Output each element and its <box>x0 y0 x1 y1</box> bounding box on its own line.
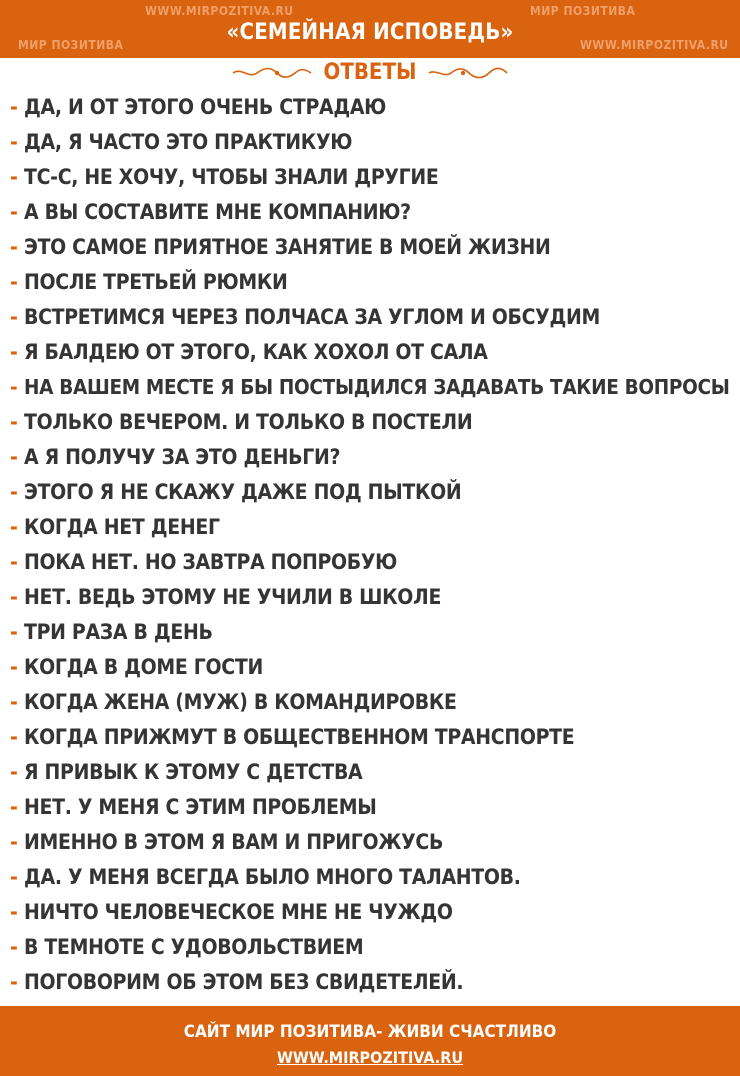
bullet-dash: - <box>10 340 18 364</box>
watermark-top-left: WWW.MIRPOZITIVA.RU <box>145 4 294 18</box>
answer-item <box>10 965 735 1000</box>
answer-item <box>10 580 735 615</box>
answer-text: А ВЫ СОСТАВИТЕ МНЕ КОМПАНИЮ? <box>24 200 411 224</box>
answer-text: ДА, И ОТ ЭТОГО ОЧЕНЬ СТРАДАЮ <box>24 95 387 119</box>
answer-text: ПОКА НЕТ. НО ЗАВТРА ПОПРОБУЮ <box>24 550 398 574</box>
right-flourish-icon <box>427 66 509 80</box>
answer-item <box>10 650 735 685</box>
answer-text: КОГДА НЕТ ДЕНЕГ <box>24 515 220 539</box>
answer-text: Я ПРИВЫК К ЭТОМУ С ДЕТСТВА <box>24 760 363 784</box>
answer-text: ДА, Я ЧАСТО ЭТО ПРАКТИКУЮ <box>24 130 353 154</box>
answer-item <box>10 545 735 580</box>
watermark-top-right: МИР ПОЗИТИВА <box>530 4 636 18</box>
answer-text: ЭТОГО Я НЕ СКАЖУ ДАЖЕ ПОД ПЫТКОЙ <box>24 480 462 504</box>
answer-item <box>10 125 735 160</box>
answer-item <box>10 370 735 405</box>
answer-text: ПОСЛЕ ТРЕТЬЕЙ РЮМКИ <box>24 270 288 294</box>
answer-item <box>10 930 735 965</box>
answer-text: ТРИ РАЗА В ДЕНЬ <box>24 620 213 644</box>
answer-item <box>10 300 735 335</box>
bullet-dash: - <box>10 235 18 259</box>
answer-text: НЕТ. У МЕНЯ С ЭТИМ ПРОБЛЕМЫ <box>24 795 377 819</box>
bullet-dash: - <box>10 200 18 224</box>
answer-text: ВСТРЕТИМСЯ ЧЕРЕЗ ПОЛЧАСА ЗА УГЛОМ И ОБСУДИМ <box>24 305 600 329</box>
answer-item <box>10 440 735 475</box>
bullet-dash: - <box>10 865 18 889</box>
bullet-dash: - <box>10 585 18 609</box>
answers-list <box>10 90 735 1000</box>
answer-text: КОГДА ЖЕНА (МУЖ) В КОМАНДИРОВКЕ <box>24 690 457 714</box>
answer-item <box>10 720 735 755</box>
bullet-dash: - <box>10 270 18 294</box>
bullet-dash: - <box>10 130 18 154</box>
bullet-dash: - <box>10 445 18 469</box>
bullet-dash: - <box>10 95 18 119</box>
answer-item <box>10 685 735 720</box>
bullet-dash: - <box>10 515 18 539</box>
answer-item <box>10 615 735 650</box>
bullet-dash: - <box>10 480 18 504</box>
bullet-dash: - <box>10 375 18 399</box>
answer-item <box>10 510 735 545</box>
answer-item <box>10 230 735 265</box>
bullet-dash: - <box>10 970 18 994</box>
footer-slogan: САЙТ МИР ПОЗИТИВА- ЖИВИ СЧАСТЛИВО <box>183 1022 557 1042</box>
answer-item <box>10 160 735 195</box>
section-title: ОТВЕТЫ <box>323 60 417 85</box>
bullet-dash: - <box>10 725 18 749</box>
answer-text: ИМЕННО В ЭТОМ Я ВАМ И ПРИГОЖУСЬ <box>24 830 444 854</box>
bullet-dash: - <box>10 550 18 574</box>
answer-item <box>10 405 735 440</box>
section-heading <box>0 60 740 85</box>
answer-item <box>10 755 735 790</box>
bullet-dash: - <box>10 830 18 854</box>
answer-item <box>10 825 735 860</box>
answer-item <box>10 90 735 125</box>
bullet-dash: - <box>10 655 18 679</box>
answer-item <box>10 860 735 895</box>
answer-text: ПОГОВОРИМ ОБ ЭТОМ БЕЗ СВИДЕТЕЛЕЙ. <box>24 970 464 994</box>
answer-text: ТС-С, НЕ ХОЧУ, ЧТОБЫ ЗНАЛИ ДРУГИЕ <box>24 165 439 189</box>
answer-item <box>10 195 735 230</box>
answer-text: ДА. У МЕНЯ ВСЕГДА БЫЛО МНОГО ТАЛАНТОВ. <box>24 865 521 889</box>
answer-item <box>10 265 735 300</box>
footer-url-link[interactable]: WWW.MIRPOZITIVA.RU <box>276 1048 464 1067</box>
bullet-dash: - <box>10 760 18 784</box>
answer-text: КОГДА В ДОМЕ ГОСТИ <box>24 655 263 679</box>
answer-text: Я БАЛДЕЮ ОТ ЭТОГО, КАК ХОХОЛ ОТ САЛА <box>24 340 488 364</box>
answer-item <box>10 895 735 930</box>
watermark-bottom-right: WWW.MIRPOZITIVA.RU <box>580 38 729 52</box>
left-flourish-icon <box>231 66 313 80</box>
answer-text: НА ВАШЕМ МЕСТЕ Я БЫ ПОСТЫДИЛСЯ ЗАДАВАТЬ ТАКИЕ ВОПРОСЫ <box>24 375 730 399</box>
answer-text: А Я ПОЛУЧУ ЗА ЭТО ДЕНЬГИ? <box>24 445 341 469</box>
answer-text: НЕТ. ВЕДЬ ЭТОМУ НЕ УЧИЛИ В ШКОЛЕ <box>24 585 442 609</box>
bullet-dash: - <box>10 305 18 329</box>
answer-text: ЭТО САМОЕ ПРИЯТНОЕ ЗАНЯТИЕ В МОЕЙ ЖИЗНИ <box>24 235 551 259</box>
bullet-dash: - <box>10 935 18 959</box>
watermark-bottom-left: МИР ПОЗИТИВА <box>18 38 124 52</box>
answer-text: НИЧТО ЧЕЛОВЕЧЕСКОЕ МНЕ НЕ ЧУЖДО <box>24 900 453 924</box>
answer-item <box>10 790 735 825</box>
bullet-dash: - <box>10 690 18 714</box>
answer-item <box>10 335 735 370</box>
footer-banner <box>0 1006 740 1076</box>
page-title: «СЕМЕЙНАЯ ИСПОВЕДЬ» <box>226 20 514 45</box>
bullet-dash: - <box>10 900 18 924</box>
answer-text: КОГДА ПРИЖМУТ В ОБЩЕСТВЕННОМ ТРАНСПОРТЕ <box>24 725 575 749</box>
answer-text: В ТЕМНОТЕ С УДОВОЛЬСТВИЕМ <box>24 935 364 959</box>
header-banner <box>0 0 740 58</box>
bullet-dash: - <box>10 410 18 434</box>
answer-text: ТОЛЬКО ВЕЧЕРОМ. И ТОЛЬКО В ПОСТЕЛИ <box>24 410 473 434</box>
bullet-dash: - <box>10 620 18 644</box>
bullet-dash: - <box>10 165 18 189</box>
answer-item <box>10 475 735 510</box>
bullet-dash: - <box>10 795 18 819</box>
